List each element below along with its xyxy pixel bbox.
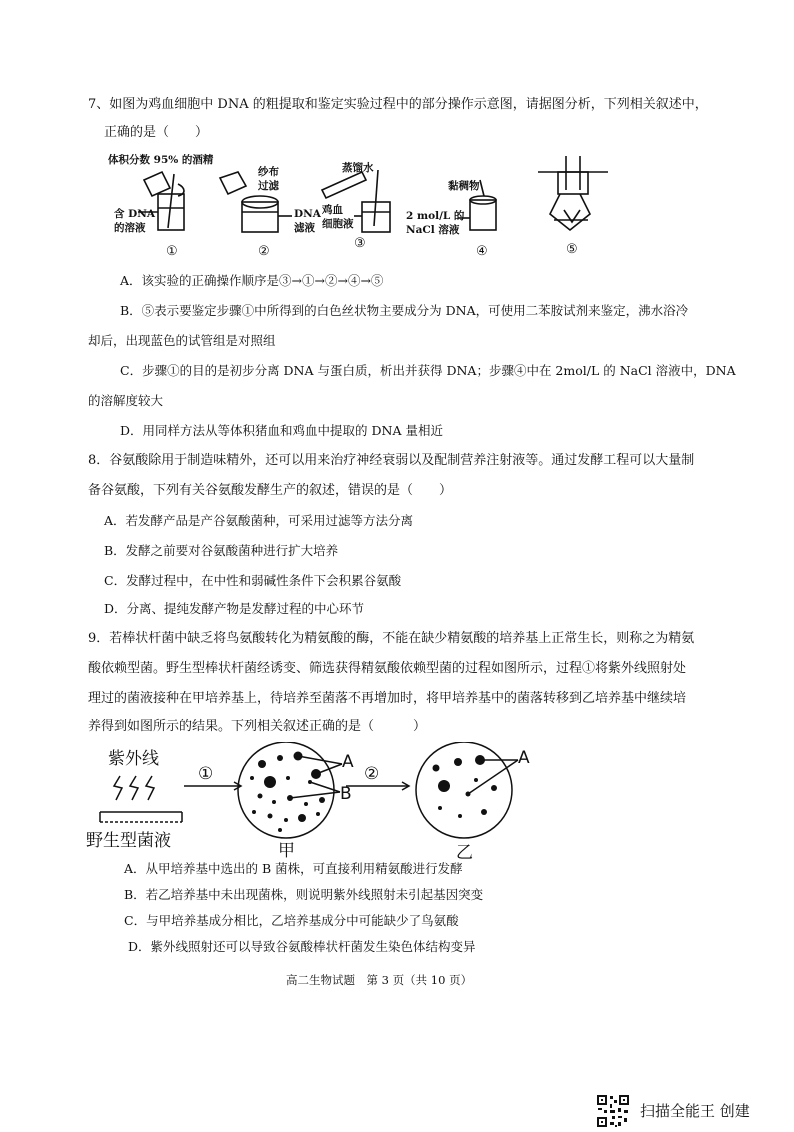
q8-option-a: A．若发酵产品是产谷氨酸菌种，可采用过滤等方法分离 xyxy=(104,513,414,528)
label-gauze-2: 过滤 xyxy=(258,180,279,192)
q9-stem-line2: 酸依赖型菌。野生型棒状杆菌经诱变、筛选获得精氨酸依赖型菌的过程如图所示，过程①将紫外线照射处 xyxy=(88,661,687,676)
label-chicken-blood-2: 细胞液 xyxy=(322,218,354,230)
page-footer: 高二生物试题 第 3 页（共 10 页） xyxy=(286,973,473,987)
q9-option-c: C．与甲培养基成分相比，乙培养基成分中可能缺少了鸟氨酸 xyxy=(124,913,459,928)
dish-jia-icon xyxy=(238,742,334,838)
label-a-jia: A xyxy=(342,752,354,772)
label-alcohol: 体积分数 95% 的酒精 xyxy=(108,154,214,166)
dish-yi-label: 乙 xyxy=(456,843,473,863)
q7-option-a: A．该实验的正确操作顺序是③→①→②→④→⑤ xyxy=(120,273,384,288)
q9-option-d: D．紫外线照射还可以导致谷氨酸棒状杆菌发生染色体结构变异 xyxy=(128,939,476,954)
uv-ray-icon xyxy=(130,776,138,800)
step-num-3: ③ xyxy=(354,236,366,251)
colonies-yi xyxy=(433,755,498,818)
q7-figure xyxy=(108,150,628,260)
q8-stem-line1: 8．谷氨酸除用于制造味精外，还可以用来治疗神经衰弱以及配制营养注射液等。通过发酵工程可以大量制 xyxy=(88,453,695,468)
colonies-jia xyxy=(250,752,325,833)
label-distilled-water: 蒸馏水 xyxy=(342,162,374,174)
step-num-5: ⑤ xyxy=(566,242,578,257)
label-dna-filtrate-1: DNA xyxy=(294,208,321,220)
label-dna-solution-2: 的溶液 xyxy=(114,222,146,234)
q9-option-a: A．从甲培养基中选出的 B 菌株，可直接利用精氨酸进行发酵 xyxy=(124,861,463,876)
label-a-yi: A xyxy=(518,748,530,768)
q7-stem-line2: 正确的是（ ） xyxy=(104,125,209,140)
arrow-2-label: ② xyxy=(364,764,380,784)
label-nacl-2: NaCl 溶液 xyxy=(406,224,460,236)
pouring-beaker-icon xyxy=(220,172,246,194)
label-chicken-blood-1: 鸡血 xyxy=(322,204,343,216)
q8-option-b: B．发酵之前要对谷氨酸菌种进行扩大培养 xyxy=(104,543,339,558)
label-dna-solution-1: 含 DNA xyxy=(114,208,156,220)
q9-stem-line3: 理过的菌液接种在甲培养基上，待培养至菌落不再增加时，将甲培养基中的菌落转移到乙培养基中继续培 xyxy=(88,691,687,706)
label-dna-filtrate-2: 滤液 xyxy=(294,222,315,234)
q8-stem-line2: 备谷氨酸，下列有关谷氨酸发酵生产的叙述，错误的是（ ） xyxy=(88,483,453,498)
label-nacl-1: 2 mol/L 的 xyxy=(406,210,465,222)
arrow-1-label: ① xyxy=(198,764,214,784)
uv-ray-icon xyxy=(146,776,154,800)
label-b-jia: B xyxy=(340,784,352,804)
step-num-2: ② xyxy=(258,244,270,259)
q7-option-c-line1: C．步骤①的目的是初步分离 DNA 与蛋白质，析出并获得 DNA；步骤④中在 2mol/L 的 NaCl 溶液中，DNA xyxy=(120,363,736,378)
q7-option-d: D．用同样方法从等体积猪血和鸡血中提取的 DNA 量相近 xyxy=(120,423,443,438)
q9-figure xyxy=(84,742,554,863)
step-num-1: ① xyxy=(166,244,178,259)
q7-option-c-line2: 的溶解度较大 xyxy=(88,393,164,408)
label-sticky-matter: 黏稠物 xyxy=(448,180,480,192)
dish-yi-icon xyxy=(416,742,512,838)
step-num-4: ④ xyxy=(476,244,488,259)
q7-stem-line1: 7、如图为鸡血细胞中 DNA 的粗提取和鉴定实验过程中的部分操作示意图，请据图分析，下列相关叙述中， xyxy=(88,97,708,112)
q7-option-b-line2: 却后，出现蓝色的试管组是对照组 xyxy=(88,333,276,348)
uv-label: 紫外线 xyxy=(108,749,159,769)
pouring-bottle-icon xyxy=(144,172,170,196)
q9-stem-line4: 养得到如图所示的结果。下列相关叙述正确的是（ ） xyxy=(88,719,427,734)
scanner-watermark: 扫描全能王 创建 xyxy=(640,1102,750,1120)
q8-option-d: D．分离、提纯发酵产物是发酵过程的中心环节 xyxy=(104,601,365,616)
q9-stem-line1: 9．若棒状杆菌中缺乏将鸟氨酸转化为精氨酸的酶，不能在缺少精氨酸的培养基上正常生长，则称之为精氨 xyxy=(88,631,695,646)
wild-type-label: 野生型菌液 xyxy=(86,831,171,851)
q8-option-c: C．发酵过程中，在中性和弱碱性条件下会积累谷氨酸 xyxy=(104,573,402,588)
q9-option-b: B．若乙培养基中未出现菌株，则说明紫外线照射未引起基因突变 xyxy=(124,887,484,902)
water-tube-icon xyxy=(322,172,366,198)
dish-jia-label: 甲 xyxy=(278,841,295,861)
qr-code-icon xyxy=(596,1094,630,1128)
q7-option-b-line1: B．⑤表示要鉴定步骤①中所得到的白色丝状物主要成分为 DNA，可使用二苯胺试剂来鉴定，沸水浴冷 xyxy=(120,303,689,318)
label-gauze-1: 纱布 xyxy=(258,166,279,178)
uv-ray-icon xyxy=(114,776,122,800)
